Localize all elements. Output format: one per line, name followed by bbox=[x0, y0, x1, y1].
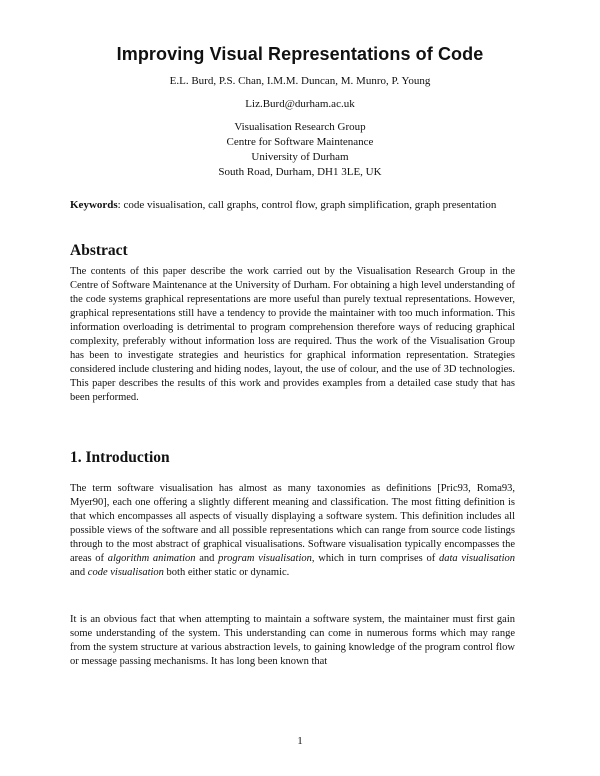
emphasis-code-visualisation: code visualisation bbox=[87, 567, 164, 578]
text-run: and bbox=[70, 567, 88, 578]
emphasis-data-visualisation: data visualisation bbox=[438, 553, 515, 564]
text-run: both either static or dynamic. bbox=[163, 567, 290, 578]
introduction-paragraph-1 bbox=[70, 482, 515, 580]
introduction-paragraph-2: It is an obvious fact that when attempting to maintain a software system, the maintainer must first gain some understanding of the system. This understanding can come in numerous forms which may range from the system structure at various abstraction levels, to gaining knowledge of the program control flow or message passing mechanisms. It has long been known that bbox=[70, 614, 515, 667]
text-run: and bbox=[195, 553, 219, 564]
abstract-heading: Abstract bbox=[70, 242, 128, 259]
paper-title: Improving Visual Representations of Code bbox=[116, 44, 484, 64]
keywords-label: Keywords bbox=[70, 199, 118, 211]
page-number: 1 bbox=[297, 735, 303, 747]
abstract-text: The contents of this paper describe the work carried out by the Visualisation Research Group in the Centre of Software Maintenance at the University of Durham. For obtaining a high level understanding of the code systems graphical representations are more useful than purely textual representations. However, graphical representations still have a tendency to provide the maintainer with too much information. This information overloading is detrimental to program comprehension therefore ways of reducing graphical complexity, preferably without information loss are required. Thus the work of the Visualisation Group has been to investigate strategies and heuristics for graphical information representation. Strategies considered include clustering and hiding nodes, layout, the use of colour, and the use of 3D technologies. This paper describes the results of this work and provides examples from a detailed case study that has been performed. bbox=[70, 266, 515, 403]
text-run: , which in turn comprises of bbox=[311, 553, 439, 564]
contact-email: Liz.Burd@durham.ac.uk bbox=[245, 98, 355, 110]
affiliation-line: South Road, Durham, DH1 3LE, UK bbox=[218, 166, 382, 178]
affiliation-line: Visualisation Research Group bbox=[234, 121, 366, 133]
introduction-heading: 1. Introduction bbox=[70, 449, 170, 466]
affiliation-line: University of Durham bbox=[251, 151, 349, 163]
author-list: E.L. Burd, P.S. Chan, I.M.M. Duncan, M. Munro, P. Young bbox=[169, 75, 431, 87]
text-run: The term software visualisation has almost as many taxonomies as definitions [Pric93, Roma93, Myer90], each one offering a slightly different meaning and classification. The most fitting definition is that which encompasses all aspects of visually displaying a software system. This definition includes all possible views of the software and all possible representations which can range from source code listings through to the most abstract of graphical visualisations. Software visualisation typically encompasses the areas of bbox=[70, 483, 515, 564]
affiliation-line: Centre for Software Maintenance bbox=[226, 136, 374, 148]
emphasis-program-visualisation: program visualisation bbox=[218, 553, 312, 564]
keywords bbox=[70, 198, 514, 212]
affiliation-block bbox=[0, 120, 600, 180]
emphasis-algorithm-animation: algorithm animation bbox=[107, 553, 196, 564]
keywords-text: : code visualisation, call graphs, control flow, graph simplification, graph presentation bbox=[117, 199, 497, 211]
